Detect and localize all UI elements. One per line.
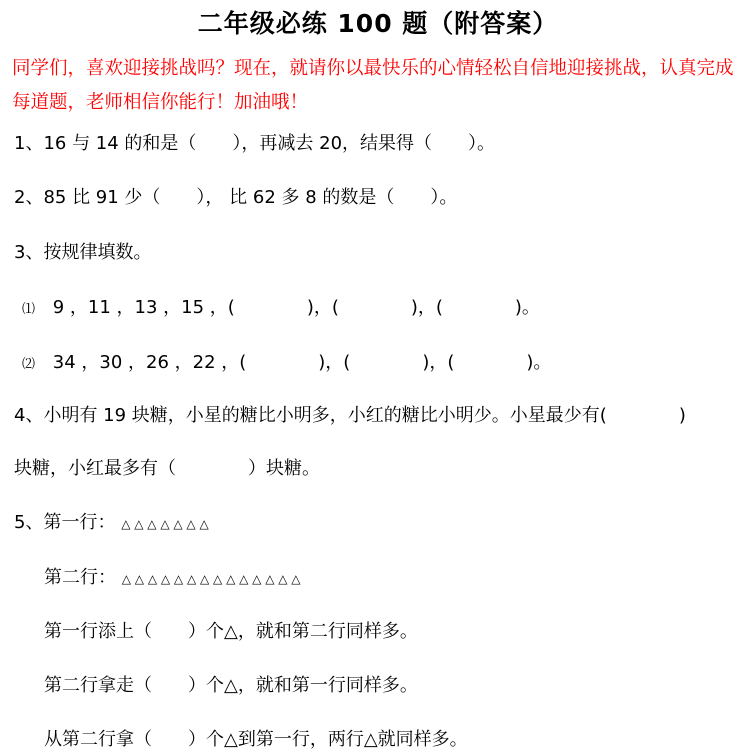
question-number: 5、 <box>14 512 44 533</box>
question-5-sub-3: 从第二行拿（ ）个△到第一行，两行△就同样多。 <box>44 729 468 750</box>
question-3-part-2 <box>22 350 551 378</box>
part-label: ⑴ <box>22 302 36 317</box>
question-3-part-1 <box>22 295 540 323</box>
question-1: 1、16 与 14 的和是（ ），再减去 20，结果得（ ）。 <box>14 133 496 154</box>
part-sequence: 9 ，11 ，13 ，15 ，( )，( )，( )。 <box>52 297 540 318</box>
row-label: 第二行： <box>44 567 116 588</box>
question-5-row-2 <box>44 565 301 592</box>
question-4-line-2: 块糖，小红最多有（ ）块糖。 <box>14 458 320 479</box>
part-sequence: 34 ，30 ，26 ，22 ，( )，( )，( )。 <box>52 352 552 373</box>
part-label: ⑵ <box>22 357 36 372</box>
question-2: 2、85 比 91 少（ ）， 比 62 多 8 的数是（ ）。 <box>14 187 458 208</box>
triangle-row: △ △ △ △ △ △ △ <box>121 517 209 531</box>
page-title: 二年级必练 100 题（附答案） <box>197 9 559 38</box>
question-3: 3、按规律填数。 <box>14 242 152 263</box>
question-5-sub-2: 第二行拿走（ ）个△，就和第一行同样多。 <box>44 675 418 696</box>
question-5-sub-1: 第一行添上（ ）个△，就和第二行同样多。 <box>44 621 418 642</box>
intro-text: 同学们，喜欢迎接挑战吗？现在，就请你以最快乐的心情轻松自信地迎接挑战，认真完成每道题，老师相信你能行！加油哦！ <box>12 58 734 113</box>
question-4-line-1: 4、小明有 19 块糖，小星的糖比小明多，小红的糖比小明少。小星最少有( ) <box>14 405 686 426</box>
triangle-row: △ △ △ △ △ △ △ △ △ △ △ △ △ △ <box>121 572 301 586</box>
question-5-row-1 <box>14 510 209 537</box>
row-label: 第一行： <box>43 512 116 533</box>
